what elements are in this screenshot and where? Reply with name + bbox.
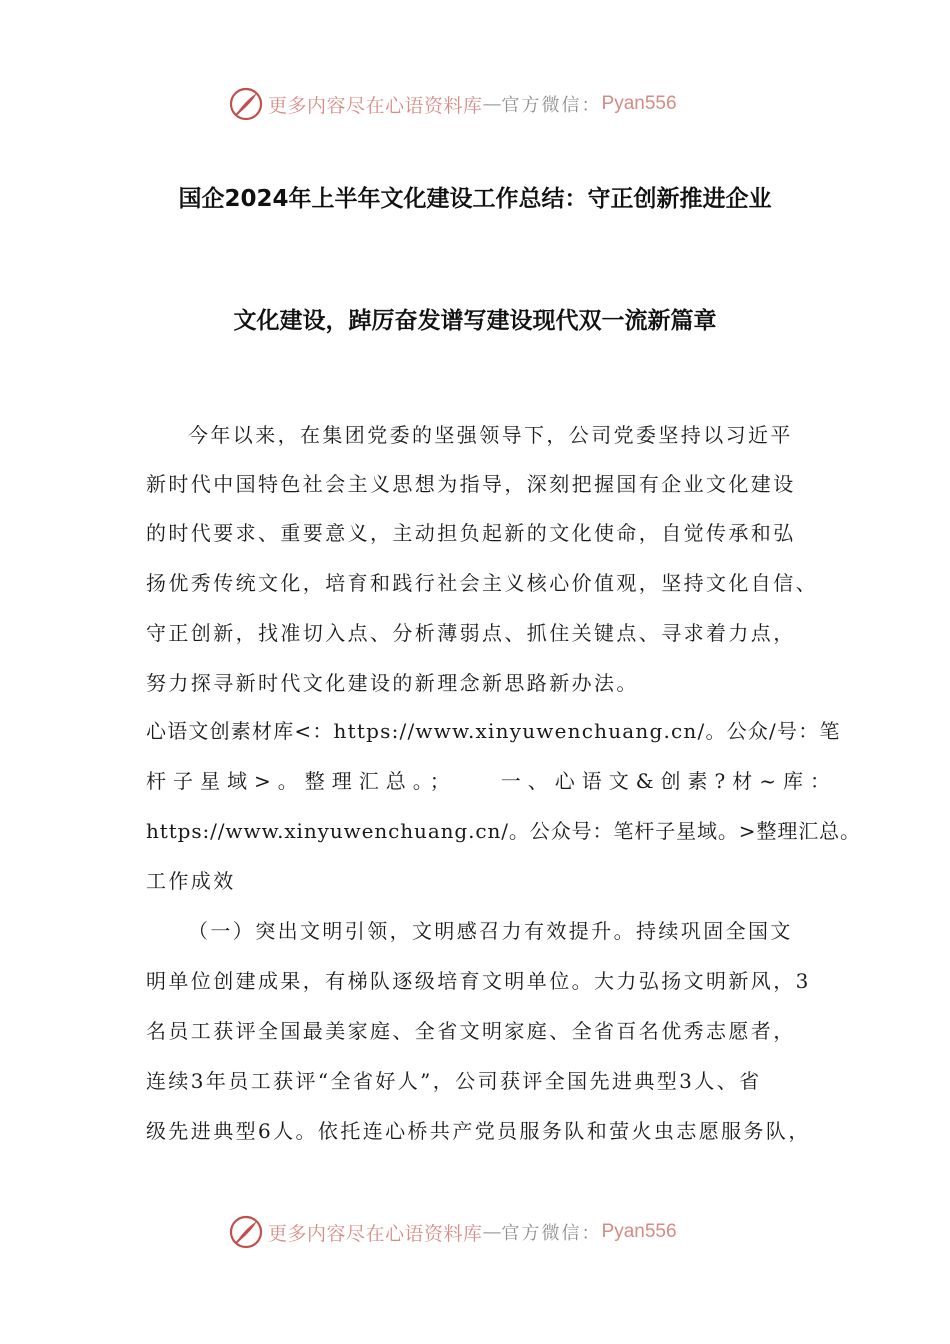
banner-wechat-id: Pyan556: [601, 93, 677, 114]
header-banner: [228, 84, 677, 124]
body-line: https://www.xinyuwenchuang.cn/。公众号：笔杆子星域。>整理汇总。: [146, 819, 861, 843]
body-line: 的时代要求、重要意义，主动担负起新的文化使命，自觉传承和弘: [146, 521, 796, 545]
body-line: 守正创新，找准切入点、分析薄弱点、抓住关键点、寻求着力点，: [146, 621, 796, 645]
banner-official-label: 官方微信：: [501, 1223, 602, 1244]
body-line: 级先进典型6人。依托连心桥共产党员服务队和萤火虫志愿服务队，: [146, 1119, 811, 1143]
quill-logo-icon: [228, 1214, 264, 1250]
body-line: 新时代中国特色社会主义思想为指导，深刻把握国有企业文化建设: [146, 472, 796, 496]
footer-banner: [228, 1212, 677, 1252]
document-title-line-2: 文化建设，踔厉奋发谱写建设现代双一流新篇章: [233, 308, 717, 334]
body-line: 连续3年员工获评“全省好人”，公司获评全国先进典型3人、省: [146, 1069, 762, 1093]
document-title-line-1: 国企2024年上半年文化建设工作总结：守正创新推进企业: [178, 186, 772, 212]
body-line: 杆子星域>。整理汇总。； 一、心语文&创素?材~库：: [146, 769, 838, 793]
body-line: 工作成效: [146, 869, 236, 893]
banner-wechat-id: Pyan556: [601, 1221, 677, 1242]
banner-separator: —: [482, 93, 502, 115]
body-line: （一）突出文明引领，文明感召力有效提升。持续巩固全国文: [188, 919, 793, 943]
banner-separator: —: [482, 1221, 502, 1243]
banner-text: 更多内容尽在心语资料库: [268, 1222, 483, 1245]
body-line: 明单位创建成果，有梯队逐级培育文明单位。大力弘扬文明新风，3: [146, 969, 811, 993]
banner-official-label: 官方微信：: [501, 95, 602, 116]
body-line: 今年以来，在集团党委的坚强领导下，公司党委坚持以习近平: [188, 423, 793, 447]
banner-text: 更多内容尽在心语资料库: [268, 94, 483, 117]
body-line: 名员工获评全国最美家庭、全省文明家庭、全省百名优秀志愿者，: [146, 1019, 796, 1043]
quill-logo-icon: [228, 86, 264, 122]
body-line: 心语文创素材库<：https://www.xinyuwenchuang.cn/。公众/号：笔: [146, 719, 841, 743]
body-line: 扬优秀传统文化，培育和践行社会主义核心价值观，坚持文化自信、: [146, 571, 818, 595]
body-line: 努力探寻新时代文化建设的新理念新思路新办法。: [146, 671, 639, 695]
